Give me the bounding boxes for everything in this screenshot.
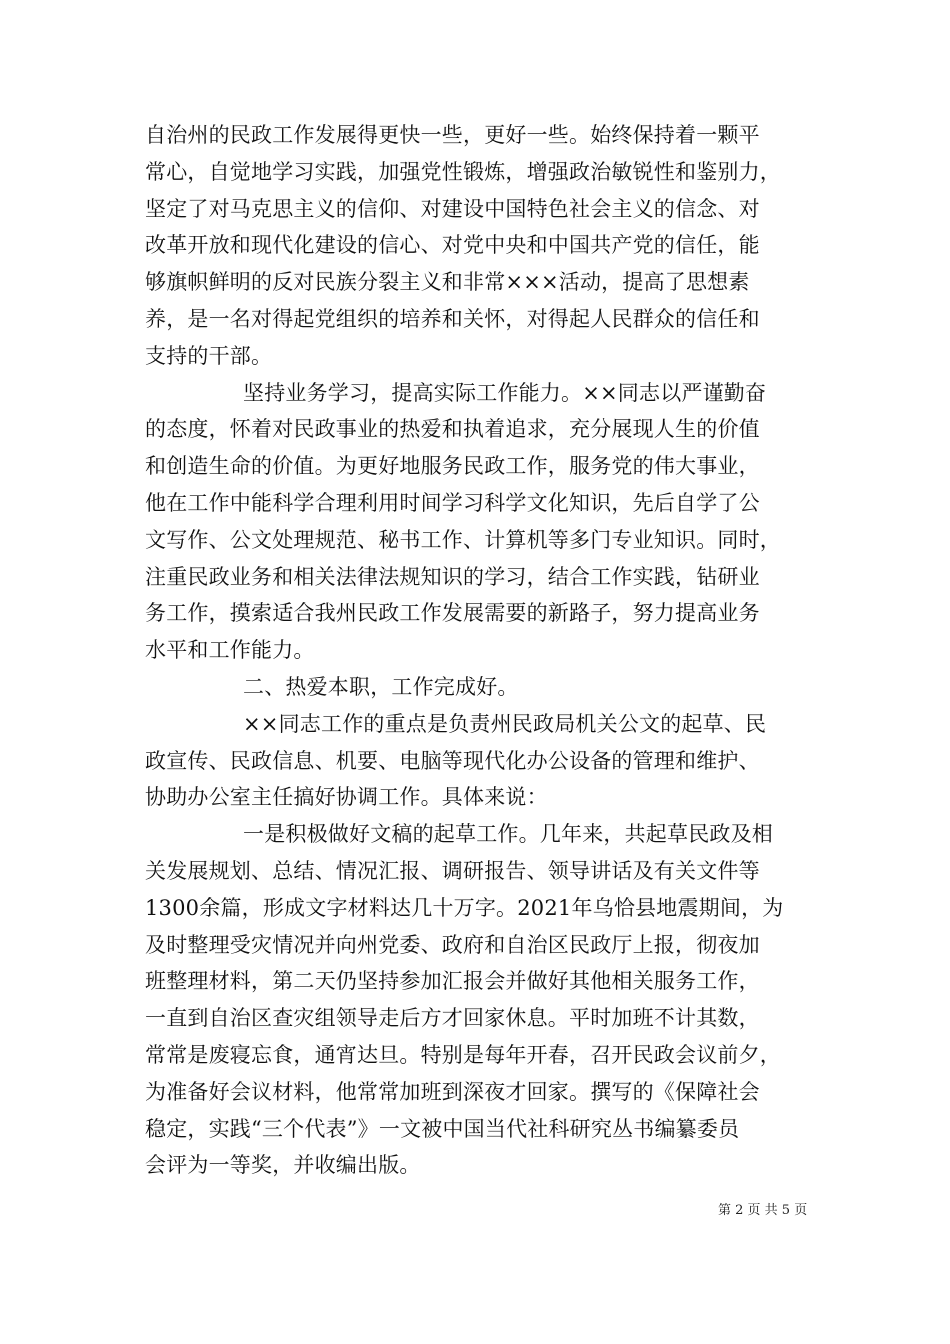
section-heading: 二、热爱本职，工作完成好。 [243,674,519,699]
text-line: 班整理材料，第二天仍坚持参加汇报会并做好其他相关服务工作， [145,969,760,994]
text-line: 支持的干部。 [145,343,273,368]
text-line: 和创造生命的价值。为更好地服务民政工作，服务党的伟大事业， [145,454,760,479]
page-number: 第 2 页 共 5 页 [718,1203,808,1218]
text-line: 改革开放和现代化建设的信心、对党中央和中国共产党的信任，能 [145,233,760,258]
text-line: 他在工作中能科学合理利用时间学习科学文化知识，先后自学了公 [145,490,760,515]
text-line: 坚定了对马克思主义的信仰、对建设中国特色社会主义的信念、对 [145,196,760,221]
text-line: 水平和工作能力。 [145,638,315,663]
text-line: 常常是废寝忘食，通宵达旦。特别是每年开春，召开民政会议前夕， [145,1042,781,1067]
text-line: 一直到自治区查灾组领导走后方才回家休息。平时加班不计其数， [145,1006,760,1031]
text-line: 关发展规划、总结、情况汇报、调研报告、领导讲话及有关文件等 [145,858,760,883]
text-line: 养，是一名对得起党组织的培养和关怀，对得起人民群众的信任和 [145,306,760,331]
text-line: 1300余篇，形成文字材料达几十万字。2021年乌恰县地震期间，为 [145,895,784,920]
text-line: 自治州的民政工作发展得更快一些，更好一些。始终保持着一颗平 [145,123,760,147]
paragraph-start-line: 一是积极做好文稿的起草工作。几年来，共起草民政及相 [243,822,773,847]
text-line: 为准备好会议材料，他常常加班到深夜才回家。撰写的《保障社会 [145,1079,760,1104]
text-line: 常心，自觉地学习实践，加强党性锻炼，增强政治敏锐性和鉴别力， [145,159,781,184]
text-line: 的态度，怀着对民政事业的热爱和执着追求，充分展现人生的价值 [145,417,760,442]
text-line: 及时整理受灾情况并向州党委、政府和自治区民政厅上报，彻夜加 [145,932,760,957]
text-line: 够旗帜鲜明的反对民族分裂主义和非常×××活动，提高了思想素 [145,270,750,295]
paragraph-start-line: 坚持业务学习，提高实际工作能力。××同志以严谨勤奋 [243,380,767,405]
document-body [145,117,815,1184]
text-line: 协助办公室主任搞好协调工作。具体来说： [145,785,548,810]
text-line: 注重民政业务和相关法律法规知识的学习，结合工作实践，钻研业 [145,564,760,589]
text-line: 稳定，实践“三个代表”》一文被中国当代社科研究丛书编纂委员 [145,1116,740,1141]
text-line: 文写作、公文处理规范、秘书工作、计算机等多门专业知识。同时， [145,527,781,552]
text-line: 政宣传、民政信息、机要、电脑等现代化办公设备的管理和维护、 [145,748,760,773]
paragraph-start-line: ××同志工作的重点是负责州民政局机关公文的起草、民 [243,711,767,736]
text-line: 务工作，摸索适合我州民政工作发展需要的新路子，努力提高业务 [145,601,760,626]
text-line: 会评为一等奖，并收编出版。 [145,1153,421,1178]
